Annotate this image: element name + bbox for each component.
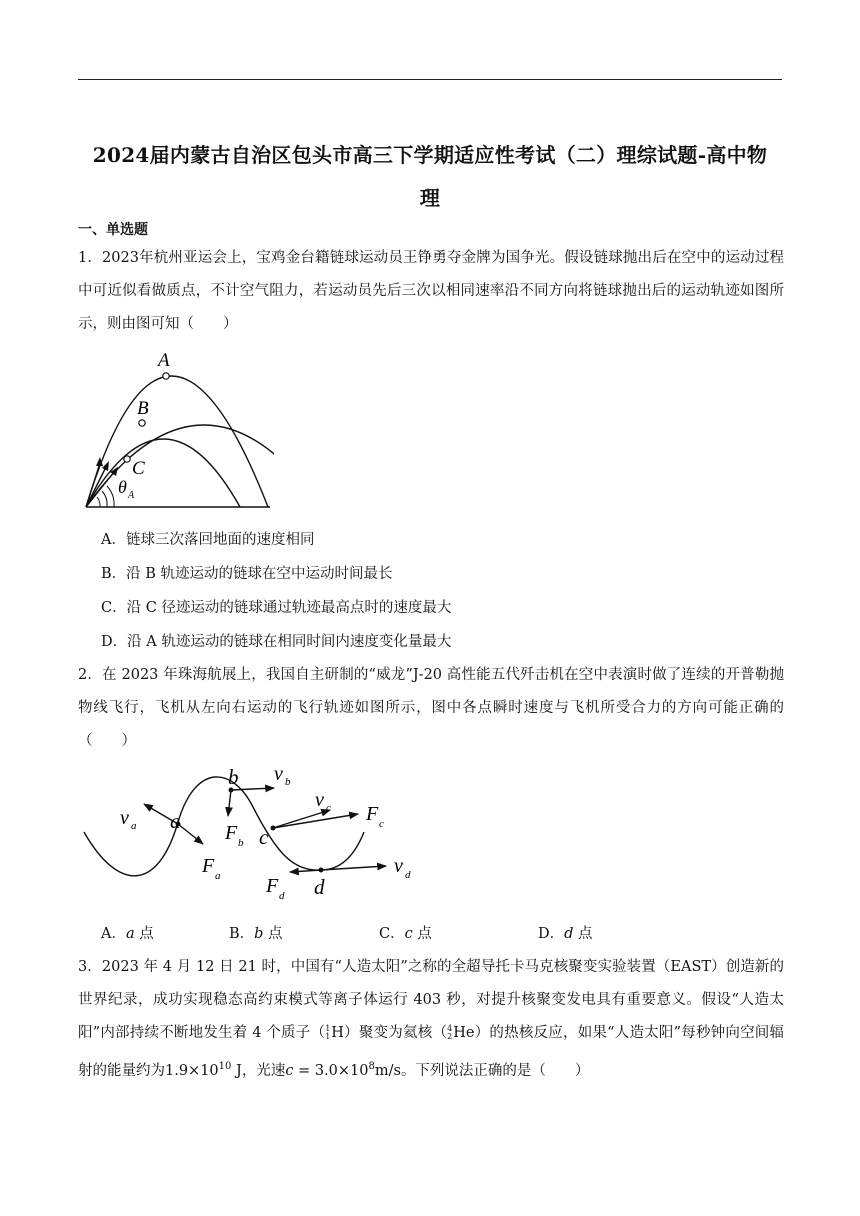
label-fa: F: [202, 855, 215, 877]
label-vc: v: [315, 789, 324, 811]
label-fd-sub: d: [279, 890, 285, 902]
header-rule: [78, 79, 782, 80]
label-fb-sub: b: [238, 837, 244, 849]
velocity-arrow-c: [273, 810, 330, 828]
label-vb: v: [274, 763, 283, 785]
proton-nuclide: 1 1: [325, 1024, 331, 1041]
theta-label: θ: [118, 477, 127, 497]
arrowhead-b: [102, 461, 109, 471]
force-arrow-c: [273, 814, 358, 828]
force-arrow-a: [178, 824, 203, 844]
angle-arc-1: [97, 497, 100, 507]
label-point-a: a: [170, 809, 181, 833]
label-fc: F: [366, 803, 379, 825]
question-1-option-a: A．链球三次落回地面的速度相同: [101, 532, 315, 548]
question-2-option-b: B．b 点: [229, 926, 283, 942]
light-speed-value: $c = 3.0\times 10^8m/s$: [285, 1061, 401, 1079]
question-2-option-d: D．d 点: [538, 926, 593, 942]
label-fa-sub: a: [215, 870, 221, 882]
label-b: B: [137, 398, 149, 419]
page-title-continued: 理: [419, 186, 441, 210]
label-point-c: c: [259, 825, 269, 849]
label-c: C: [132, 458, 145, 479]
point-a-marker: [163, 373, 169, 379]
question-3-stem: 3．2023 年 4 月 12 日 21 时，中国有“人造太阳”之称的全超导托卡马克核聚变实验装置（EAST）创造新的世界纪录，成功实现稳态高约束模式等离子体运行 403 秒，对提升核聚变发电具有重要意义。假设“人造太阳”内部持续不断地发生着 4 个质子（ 1 1 H）聚变为氦核（ 4 2 He）的热核反应，如果“人造太阳”每秒钟向空间辐射的能量约为$1.9\times 10^{10}$ J，光速$c = 3.0\times 10^8m/s$。下列说法正确的是（ ）: [78, 959, 785, 1079]
force-arrow-b: [228, 790, 231, 816]
angle-arc-3: [107, 486, 114, 507]
label-vd-sub: d: [405, 869, 411, 881]
question-1-option-c: C．沿 C 径迹运动的链球通过轨迹最高点时的速度最大: [101, 600, 452, 616]
theta-subscript: A: [128, 490, 135, 501]
question-1-option-d: D．沿 A 轨迹运动的链球在相同时间内速度变化量最大: [101, 634, 452, 650]
label-vb-sub: b: [285, 776, 291, 788]
force-arrow-d: [290, 870, 321, 872]
label-point-d: d: [314, 875, 325, 899]
section-heading: 一、单选题: [78, 222, 148, 238]
page-title: 2024届内蒙古自治区包头市高三下学期适应性考试（二）理综试题-高中物: [92, 143, 768, 167]
label-fd: F: [266, 875, 279, 897]
trajectory-c: [86, 439, 240, 507]
label-point-b: b: [228, 765, 239, 789]
energy-value: $1.9\times 10^{10}$ J: [165, 1061, 242, 1079]
question-1-option-b: B．沿 B 轨迹运动的链球在空中运动时间最长: [101, 566, 393, 582]
point-b-marker: [139, 420, 145, 426]
question-1-stem: 1．2023年杭州亚运会上，宝鸡金台籍链球运动员王铮勇夺金牌为国争光。假设链球抛出后在空中的运动过程中可近似看做质点，不计空气阻力，若运动员先后三次以相同速率沿不同方向将链球抛出后的运动轨迹如图所示，则由图可知（ ）: [78, 250, 784, 332]
label-vc-sub: c: [326, 802, 331, 814]
label-fc-sub: c: [379, 818, 384, 830]
velocity-arrow-a: [86, 463, 100, 507]
question-2-option-c: C．c 点: [379, 926, 432, 942]
label-va-sub: a: [131, 820, 137, 832]
question-1-trajectory-figure: [82, 345, 274, 515]
question-2-flight-path-figure: [78, 762, 428, 902]
question-2-option-a: A．a 点: [101, 926, 154, 942]
label-a: A: [158, 350, 170, 371]
label-va: v: [120, 807, 129, 829]
point-c-marker: [124, 456, 130, 462]
angle-arc-2: [102, 491, 107, 507]
helium-nuclide: 4 2: [447, 1024, 453, 1041]
label-fb: F: [225, 822, 238, 844]
question-2-stem: 2．在 2023 年珠海航展上，我国自主研制的“威龙”J-20 高性能五代歼击机在空中表演时做了连续的开普勒抛物线飞行，飞机从左向右运动的飞行轨迹如图所示，图中各点瞬时速度与飞机所受合力的方向可能正确的（ ）: [78, 667, 784, 749]
velocity-arrow-b: [86, 467, 106, 507]
label-vd: v: [394, 855, 403, 877]
